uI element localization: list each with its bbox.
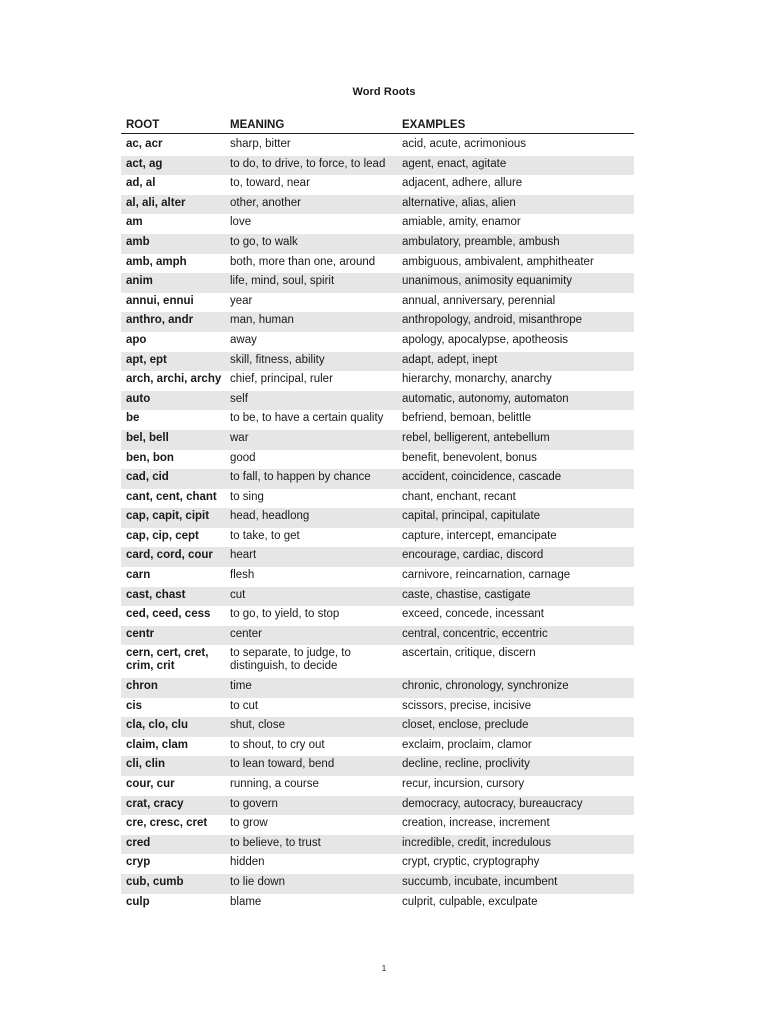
table-row (121, 371, 634, 391)
table-row (121, 737, 634, 757)
table-row (121, 214, 634, 234)
table-row (121, 156, 634, 176)
meaning-cell: to go, to walk (230, 235, 298, 248)
meaning-cell: hidden (230, 856, 265, 869)
examples-cell: crypt, cryptic, cryptography (402, 856, 540, 869)
examples-cell: apology, apocalypse, apotheosis (402, 333, 569, 346)
root-cell: act, ag (126, 157, 163, 170)
table-row (121, 874, 634, 894)
examples-cell: alternative, alias, alien (402, 196, 516, 209)
root-cell: cast, chast (126, 588, 186, 601)
root-cell: al, ali, alter (126, 196, 186, 209)
meaning-cell: cut (230, 588, 246, 601)
table-row (121, 489, 634, 509)
root-cell: cryp (126, 856, 151, 869)
root-cell: cap, capit, cipit (126, 510, 210, 523)
root-cell: amb (126, 235, 150, 248)
table-row (121, 175, 634, 195)
root-cell: auto (126, 392, 151, 405)
root-cell: crat, cracy (126, 797, 184, 810)
root-cell: apo (126, 333, 147, 346)
examples-cell: ambiguous, ambivalent, amphitheater (402, 255, 594, 268)
root-cell: cre, cresc, cret (126, 817, 208, 830)
table-row (121, 195, 634, 215)
meaning-cell: shut, close (230, 719, 285, 732)
table-row (121, 606, 634, 626)
table-row (121, 756, 634, 776)
meaning-cell: to lie down (230, 875, 285, 888)
table-row (121, 796, 634, 816)
examples-cell: encourage, cardiac, discord (402, 549, 544, 562)
root-cell: cap, cip, cept (126, 529, 199, 542)
table-row (121, 410, 634, 430)
table-row (121, 391, 634, 411)
meaning-cell: to, toward, near (230, 177, 310, 190)
table-row (121, 678, 634, 698)
table-row (121, 352, 634, 372)
examples-cell: automatic, autonomy, automaton (402, 392, 569, 405)
root-cell: apt, ept (126, 353, 167, 366)
examples-cell: culprit, culpable, exculpate (402, 895, 538, 908)
examples-cell: exclaim, proclaim, clamor (402, 738, 532, 751)
meaning-cell: good (230, 451, 256, 464)
examples-cell: rebel, belligerent, antebellum (402, 431, 550, 444)
table-row (121, 469, 634, 489)
meaning-cell: self (230, 392, 248, 405)
table-row (121, 547, 634, 567)
examples-cell: ascertain, critique, discern (402, 647, 536, 660)
meaning-cell: to take, to get (230, 529, 300, 542)
meaning-cell: to shout, to cry out (230, 738, 325, 751)
table-row (121, 528, 634, 548)
table-row (121, 645, 634, 678)
meaning-cell: flesh (230, 569, 255, 582)
column-header-meaning: MEANING (230, 119, 285, 131)
examples-cell: chronic, chronology, synchronize (402, 680, 569, 693)
meaning-cell: other, another (230, 196, 301, 209)
table-row (121, 626, 634, 646)
examples-cell: befriend, bemoan, belittle (402, 412, 532, 425)
examples-cell: ambulatory, preamble, ambush (402, 235, 560, 248)
meaning-cell: to cut (230, 699, 259, 712)
word-roots-table (121, 136, 634, 913)
examples-cell: decline, recline, proclivity (402, 758, 530, 771)
examples-cell: accident, coincidence, cascade (402, 471, 562, 484)
table-row (121, 835, 634, 855)
root-cell: cred (126, 836, 151, 849)
meaning-cell: war (230, 431, 249, 444)
table-row (121, 717, 634, 737)
root-cell: cla, clo, clu (126, 719, 188, 732)
meaning-cell: blame (230, 895, 262, 908)
meaning-cell: to separate, to judge, to distinguish, to decide (230, 647, 351, 672)
table-row (121, 776, 634, 796)
examples-cell: anthropology, android, misanthrope (402, 314, 583, 327)
table-row (121, 136, 634, 156)
meaning-cell: time (230, 680, 252, 693)
table-row (121, 854, 634, 874)
examples-cell: caste, chastise, castigate (402, 588, 531, 601)
examples-cell: agent, enact, agitate (402, 157, 507, 170)
examples-cell: benefit, benevolent, bonus (402, 451, 537, 464)
column-header-examples: EXAMPLES (402, 119, 466, 131)
examples-cell: carnivore, reincarnation, carnage (402, 569, 571, 582)
examples-cell: acid, acute, acrimonious (402, 138, 527, 150)
meaning-cell: to do, to drive, to force, to lead (230, 157, 386, 170)
root-cell: claim, clam (126, 738, 189, 751)
column-header-root: ROOT (126, 119, 160, 131)
root-cell: centr (126, 627, 155, 640)
root-cell: chron (126, 680, 158, 693)
meaning-cell: to lean toward, bend (230, 758, 335, 771)
meaning-cell: head, headlong (230, 510, 310, 523)
root-cell: ac, acr (126, 138, 163, 150)
meaning-cell: to grow (230, 817, 268, 830)
table-row (121, 254, 634, 274)
root-cell: be (126, 412, 140, 425)
examples-cell: exceed, concede, incessant (402, 608, 544, 621)
meaning-cell: year (230, 294, 253, 307)
meaning-cell: both, more than one, around (230, 255, 376, 268)
page-title: Word Roots (352, 86, 416, 98)
meaning-cell: heart (230, 549, 257, 562)
root-cell: culp (126, 895, 150, 908)
examples-cell: capture, intercept, emancipate (402, 529, 557, 542)
table-row (121, 698, 634, 718)
meaning-cell: to believe, to trust (230, 836, 321, 849)
meaning-cell: away (230, 333, 257, 346)
examples-cell: adjacent, adhere, allure (402, 177, 523, 190)
table-row (121, 430, 634, 450)
table-row (121, 567, 634, 587)
root-cell: annui, ennui (126, 294, 194, 307)
table-row (121, 815, 634, 835)
table-row (121, 312, 634, 332)
root-cell: cant, cent, chant (126, 490, 217, 503)
meaning-cell: to be, to have a certain quality (230, 412, 384, 425)
root-cell: cis (126, 699, 142, 712)
meaning-cell: sharp, bitter (230, 138, 291, 150)
table-row (121, 587, 634, 607)
examples-cell: incredible, credit, incredulous (402, 836, 551, 849)
root-cell: anim (126, 275, 153, 288)
meaning-cell: love (230, 216, 252, 229)
examples-cell: amiable, amity, enamor (402, 216, 521, 229)
examples-cell: closet, enclose, preclude (402, 719, 529, 732)
root-cell: cour, cur (126, 778, 175, 790)
examples-cell: chant, enchant, recant (402, 490, 516, 503)
table-row (121, 273, 634, 293)
meaning-cell: to fall, to happen by chance (230, 471, 371, 484)
page-number: 1 (381, 964, 387, 973)
root-cell: arch, archi, archy (126, 373, 222, 386)
examples-cell: democracy, autocracy, bureaucracy (402, 797, 583, 810)
meaning-cell: chief, principal, ruler (230, 373, 333, 386)
meaning-cell: life, mind, soul, spirit (230, 275, 335, 288)
root-cell: cad, cid (126, 471, 169, 484)
meaning-cell: running, a course (230, 778, 319, 790)
meaning-cell: center (230, 627, 262, 640)
root-cell: carn (126, 569, 151, 582)
root-cell: ad, al (126, 177, 156, 190)
examples-cell: creation, increase, increment (402, 817, 550, 830)
table-row (121, 894, 634, 914)
meaning-cell: skill, fitness, ability (230, 353, 325, 366)
root-cell: amb, amph (126, 255, 187, 268)
root-cell: ben, bon (126, 451, 174, 464)
examples-cell: succumb, incubate, incumbent (402, 875, 558, 888)
examples-cell: hierarchy, monarchy, anarchy (402, 373, 552, 386)
meaning-cell: to sing (230, 490, 264, 503)
table-row (121, 332, 634, 352)
root-cell: anthro, andr (126, 314, 194, 327)
root-cell: card, cord, cour (126, 549, 213, 562)
root-cell: cli, clin (126, 758, 165, 771)
table-header (121, 117, 634, 134)
examples-cell: adapt, adept, inept (402, 353, 498, 366)
examples-cell: recur, incursion, cursory (402, 778, 525, 790)
examples-cell: annual, anniversary, perennial (402, 294, 556, 307)
table-row (121, 234, 634, 254)
table-row (121, 293, 634, 313)
examples-cell: scissors, precise, incisive (402, 699, 532, 712)
table-row (121, 450, 634, 470)
root-cell: cub, cumb (126, 875, 184, 888)
table-row (121, 508, 634, 528)
examples-cell: unanimous, animosity equanimity (402, 275, 573, 288)
root-cell: ced, ceed, cess (126, 608, 211, 621)
root-cell: bel, bell (126, 431, 169, 444)
meaning-cell: to govern (230, 797, 278, 810)
meaning-cell: man, human (230, 314, 294, 327)
examples-cell: central, concentric, eccentric (402, 627, 548, 640)
root-cell: am (126, 216, 143, 229)
examples-cell: capital, principal, capitulate (402, 510, 541, 523)
meaning-cell: to go, to yield, to stop (230, 608, 340, 621)
root-cell: cern, cert, cret, crim, crit (126, 647, 209, 672)
